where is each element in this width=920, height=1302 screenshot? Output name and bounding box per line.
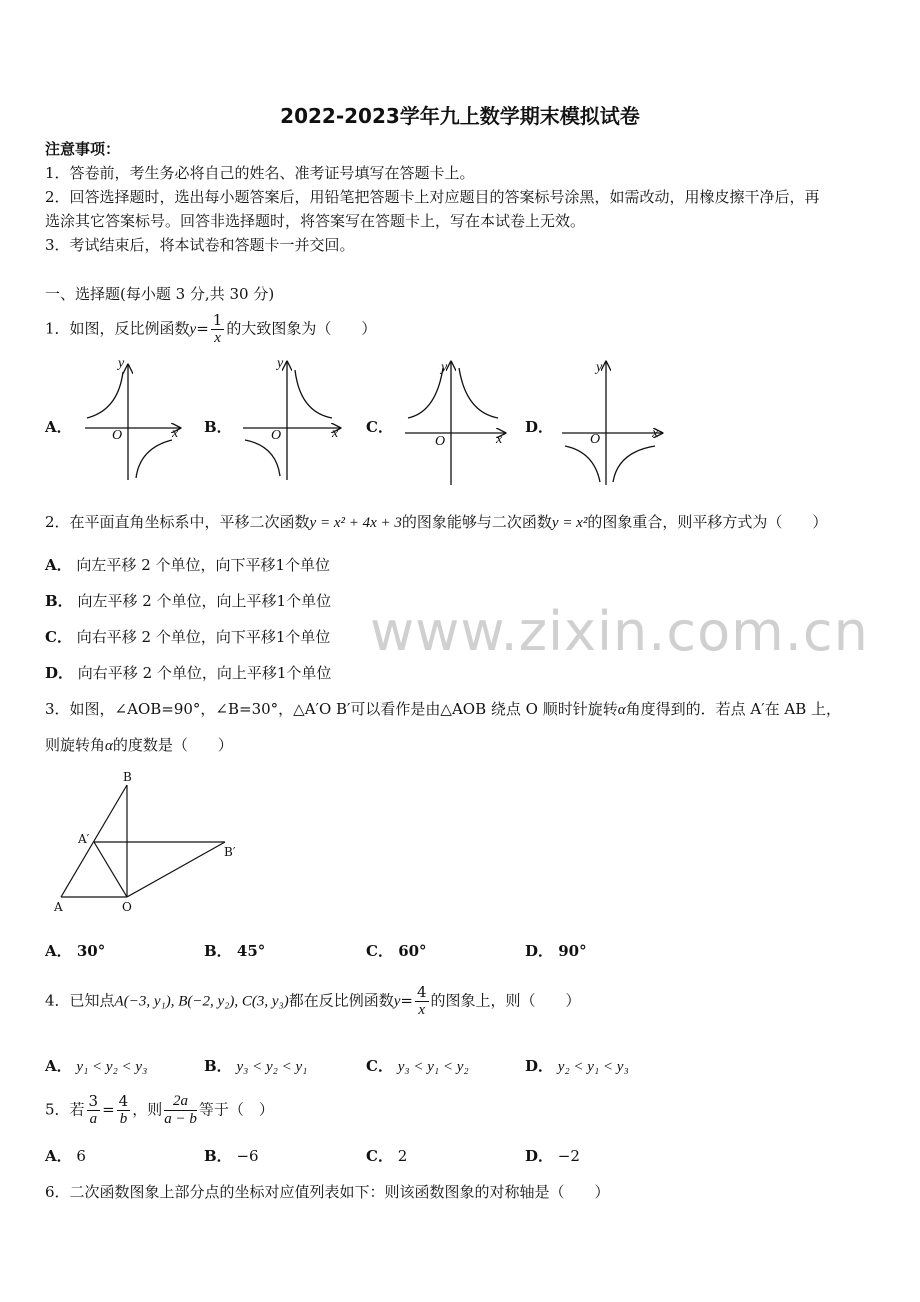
q3-label-a-prime: A′ xyxy=(78,832,90,846)
q2-option-d[interactable]: D． 向右平移 2 个单位，向上平移1个单位 xyxy=(45,664,332,682)
q1-option-a-label[interactable]: A． xyxy=(45,418,72,436)
watermark: www.zixin.com.cn xyxy=(370,600,869,663)
graph-c-y-label: y xyxy=(441,360,448,375)
q4-option-c[interactable]: C． y₃ < y₁ < y₂ xyxy=(366,1057,469,1075)
q4-option-b[interactable]: B． y₃ < y₂ < y₁ xyxy=(204,1057,308,1075)
q2-option-c[interactable]: C． 向右平移 2 个单位，向下平移1个单位 xyxy=(45,628,331,646)
q5-option-a[interactable]: A． 6 xyxy=(45,1147,86,1165)
q3-label-o: O xyxy=(122,900,132,914)
graph-c xyxy=(405,362,505,485)
q1-pre: 1．如图，反比例函数 xyxy=(45,319,190,338)
q2-function-1: y = x² + 4x + 3 xyxy=(309,515,402,531)
q4-points: A(−3, y₁), B(−2, y₂), C(3, y₃) xyxy=(114,993,289,1010)
q4-option-a[interactable]: A． y₁ < y₂ < y₃ xyxy=(45,1057,148,1075)
notice-item-3: 3．考试结束后，将本试卷和答题卡一并交回。 xyxy=(45,236,355,254)
graph-d-origin: O xyxy=(590,432,601,447)
q5-option-b[interactable]: B． −6 xyxy=(204,1147,259,1165)
q5-fraction-2: $\frac{4}{b}$ xyxy=(118,1092,129,1127)
question-3-cont: 则旋转角α的度数是（ ） xyxy=(45,736,233,754)
q3-label-a: A xyxy=(54,900,63,914)
notice-item-1: 1．答卷前，考生务必将自己的姓名、准考证号填写在答题卡上。 xyxy=(45,164,475,182)
question-1: 1．如图，反比例函数y= $\frac{1}{x}$ 的大致图象为（ ） xyxy=(45,311,377,346)
graph-b-origin: O xyxy=(271,428,282,443)
graph-a-y-label: y xyxy=(118,356,125,371)
graph-d-x-label: x xyxy=(652,426,659,441)
graph-d-y-label: y xyxy=(596,360,603,375)
q3-label-b-prime: B′ xyxy=(224,845,236,859)
q1-option-d-label[interactable]: D． xyxy=(525,418,554,436)
q5-option-c[interactable]: C． 2 xyxy=(366,1147,408,1165)
q1-option-b-label[interactable]: B． xyxy=(204,418,232,436)
graph-a xyxy=(85,365,180,480)
q4-fraction: $\frac{4}{x}$ xyxy=(416,983,427,1018)
q5-option-d[interactable]: D． −2 xyxy=(525,1147,580,1165)
q3-option-a[interactable]: A． 30° xyxy=(45,942,106,960)
question-4: 4．已知点A(−3, y₁), B(−2, y₂), C(3, y₃)都在反比例函数y= $\frac{4}{x}$ 的图象上，则（ ） xyxy=(45,983,581,1018)
q3-option-b[interactable]: B． 45° xyxy=(204,942,266,960)
graph-b-y-label: y xyxy=(277,356,284,371)
q5-fraction-3: $\frac{2a}{a - b}$ xyxy=(164,1093,197,1127)
graph-b xyxy=(243,362,340,480)
q3-option-d[interactable]: D． 90° xyxy=(525,942,587,960)
q3-label-b: B xyxy=(123,770,132,784)
graph-a-x-label: x xyxy=(172,426,179,441)
graph-c-x-label: x xyxy=(496,432,503,447)
q5-fraction-1: $\frac{3}{a}$ xyxy=(88,1092,99,1127)
q3-option-c[interactable]: C． 60° xyxy=(366,942,427,960)
q2-option-b[interactable]: B． 向左平移 2 个单位，向上平移1个单位 xyxy=(45,592,332,610)
notice-heading: 注意事项： xyxy=(45,140,121,158)
q1-option-c-label[interactable]: C． xyxy=(366,418,393,436)
page-title: 2022-2023学年九上数学期末模拟试卷 xyxy=(280,104,640,128)
notice-item-2: 2．回答选择题时，选出每小题答案后，用铅笔把答题卡上对应题目的答案标号涂黑，如需改动，用橡皮擦干净后，再 xyxy=(45,188,820,206)
q2-function-2: y = x² xyxy=(551,515,588,531)
q4-option-d[interactable]: D． y₂ < y₁ < y₃ xyxy=(525,1057,629,1075)
q1-fraction: $\frac{1}{x}$ xyxy=(212,311,223,346)
notice-item-2-cont: 选涂其它答案标号。回答非选择题时，将答案写在答题卡上，写在本试卷上无效。 xyxy=(45,212,586,230)
question-2: 2．在平面直角坐标系中，平移二次函数y = x² + 4x + 3的图象能够与二次函数y = x²的图象重合，则平移方式为（ ） xyxy=(45,513,828,531)
graph-c-origin: O xyxy=(435,434,446,449)
graph-b-x-label: x xyxy=(332,426,339,441)
question-3: 3．如图，∠AOB=90°，∠B=30°，△A′O B′可以看作是由△AOB 绕点 O 顺时针旋转α角度得到的．若点 A′在 AB 上， xyxy=(45,700,842,718)
question-5: 5．若 $\frac{3}{a}$ = $\frac{4}{b}$ ，则 $\frac{2a}{a - b}$ 等于（ ） xyxy=(45,1092,274,1127)
graph-d xyxy=(562,362,662,485)
question-6: 6．二次函数图象上部分点的坐标对应值列表如下：则该函数图象的对称轴是（ ） xyxy=(45,1183,610,1201)
graph-a-origin: O xyxy=(112,428,123,443)
section-heading: 一、选择题(每小题 3 分,共 30 分) xyxy=(45,285,275,303)
q2-option-a[interactable]: A． 向左平移 2 个单位，向下平移1个单位 xyxy=(45,556,331,574)
